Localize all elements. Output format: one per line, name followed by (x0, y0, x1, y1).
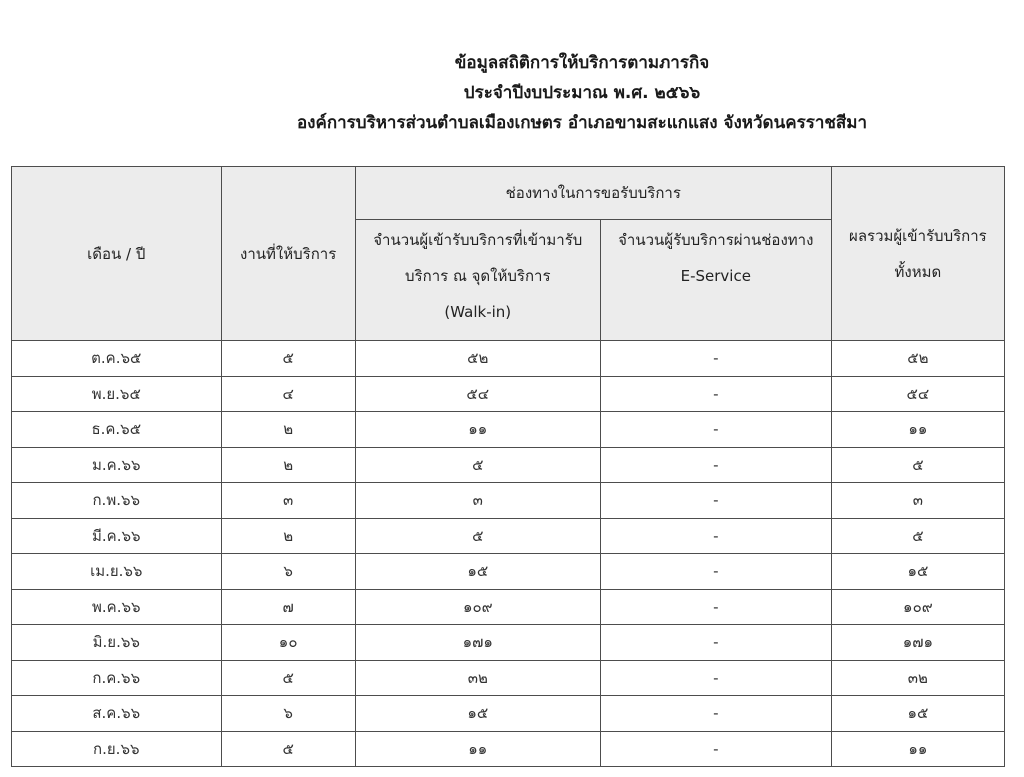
cell-total: ๓ (831, 483, 1004, 519)
cell-eservice: - (600, 447, 831, 483)
cell-month: ก.ย.๖๖ (12, 731, 222, 767)
table-row (12, 341, 1005, 377)
cell-walkin: ๑๐๙ (355, 589, 600, 625)
cell-walkin: ๕๒ (355, 341, 600, 377)
cell-total: ๕ (831, 447, 1004, 483)
header-walkin (355, 220, 600, 341)
cell-total: ๓๒ (831, 660, 1004, 696)
header-total-line-1: ผลรวมผู้เข้ารับบริการ (849, 226, 987, 245)
cell-eservice: - (600, 731, 831, 767)
cell-services: ๖ (221, 554, 355, 590)
cell-eservice: - (600, 696, 831, 732)
cell-month: มี.ค.๖๖ (12, 518, 222, 554)
cell-eservice: - (600, 625, 831, 661)
cell-walkin: ๑๕ (355, 554, 600, 590)
cell-total: ๕๒ (831, 341, 1004, 377)
header-channel-group: ช่องทางในการขอรับบริการ (355, 167, 831, 220)
cell-month: ต.ค.๖๕ (12, 341, 222, 377)
cell-total: ๕๔ (831, 376, 1004, 412)
header-total-line-2: ทั้งหมด (894, 262, 942, 281)
header-eservice-line-2: E-Service (680, 267, 751, 285)
table-row (12, 518, 1005, 554)
cell-month: ก.พ.๖๖ (12, 483, 222, 519)
cell-walkin: ๑๑ (355, 412, 600, 448)
header-services: งานที่ให้บริการ (221, 167, 355, 341)
cell-month: เม.ย.๖๖ (12, 554, 222, 590)
table-row (12, 483, 1005, 519)
table-row (12, 447, 1005, 483)
header-walkin-line-1: จำนวนผู้เข้ารับบริการที่เข้ามารับ (373, 231, 583, 249)
cell-services: ๔ (221, 376, 355, 412)
cell-services: ๓ (221, 483, 355, 519)
cell-walkin: ๓ (355, 483, 600, 519)
cell-total: ๑๑ (831, 731, 1004, 767)
cell-total: ๕ (831, 518, 1004, 554)
cell-walkin: ๑๗๑ (355, 625, 600, 661)
cell-total: ๑๕ (831, 554, 1004, 590)
cell-walkin: ๓๒ (355, 660, 600, 696)
document-title (0, 48, 1024, 138)
cell-services: ๒ (221, 447, 355, 483)
cell-month: ก.ค.๖๖ (12, 660, 222, 696)
header-total (831, 167, 1004, 341)
cell-walkin: ๑๕ (355, 696, 600, 732)
cell-eservice: - (600, 376, 831, 412)
table-row (12, 589, 1005, 625)
cell-total: ๑๗๑ (831, 625, 1004, 661)
cell-eservice: - (600, 554, 831, 590)
table-row (12, 412, 1005, 448)
title-line-1: ข้อมูลสถิติการให้บริการตามภารกิจ (454, 53, 710, 73)
cell-walkin: ๕๔ (355, 376, 600, 412)
statistics-table (11, 166, 1005, 767)
table-row (12, 731, 1005, 767)
cell-eservice: - (600, 660, 831, 696)
table-header (12, 167, 1005, 341)
cell-walkin: ๕ (355, 447, 600, 483)
table-row (12, 625, 1005, 661)
table-row (12, 660, 1005, 696)
cell-eservice: - (600, 518, 831, 554)
cell-walkin: ๕ (355, 518, 600, 554)
cell-services: ๑๐ (221, 625, 355, 661)
cell-total: ๑๐๙ (831, 589, 1004, 625)
cell-eservice: - (600, 483, 831, 519)
cell-walkin: ๑๑ (355, 731, 600, 767)
title-line-3: องค์การบริหารส่วนตำบลเมืองเกษตร อำเภอขามสะแกแสง จังหวัดนครราชสีมา (296, 113, 868, 133)
cell-services: ๕ (221, 660, 355, 696)
table-row (12, 376, 1005, 412)
cell-services: ๒ (221, 412, 355, 448)
cell-eservice: - (600, 341, 831, 377)
table-row (12, 554, 1005, 590)
header-walkin-line-3: (Walk-in) (444, 303, 512, 321)
title-line-2: ประจำปีงบประมาณ พ.ศ. ๒๕๖๖ (463, 83, 701, 103)
cell-month: มิ.ย.๖๖ (12, 625, 222, 661)
cell-services: ๒ (221, 518, 355, 554)
cell-eservice: - (600, 589, 831, 625)
cell-month: ธ.ค.๖๕ (12, 412, 222, 448)
cell-services: ๕ (221, 731, 355, 767)
cell-month: พ.ค.๖๖ (12, 589, 222, 625)
cell-services: ๗ (221, 589, 355, 625)
cell-month: พ.ย.๖๕ (12, 376, 222, 412)
cell-services: ๕ (221, 341, 355, 377)
cell-total: ๑๕ (831, 696, 1004, 732)
cell-eservice: - (600, 412, 831, 448)
header-eservice (600, 220, 831, 341)
header-walkin-line-2: บริการ ณ จุดให้บริการ (405, 267, 551, 285)
cell-services: ๖ (221, 696, 355, 732)
header-eservice-line-1: จำนวนผู้รับบริการผ่านช่องทาง (618, 231, 814, 249)
header-month: เดือน / ปี (12, 167, 222, 341)
cell-month: ม.ค.๖๖ (12, 447, 222, 483)
cell-month: ส.ค.๖๖ (12, 696, 222, 732)
table-row (12, 696, 1005, 732)
table-body (12, 341, 1005, 767)
cell-total: ๑๑ (831, 412, 1004, 448)
